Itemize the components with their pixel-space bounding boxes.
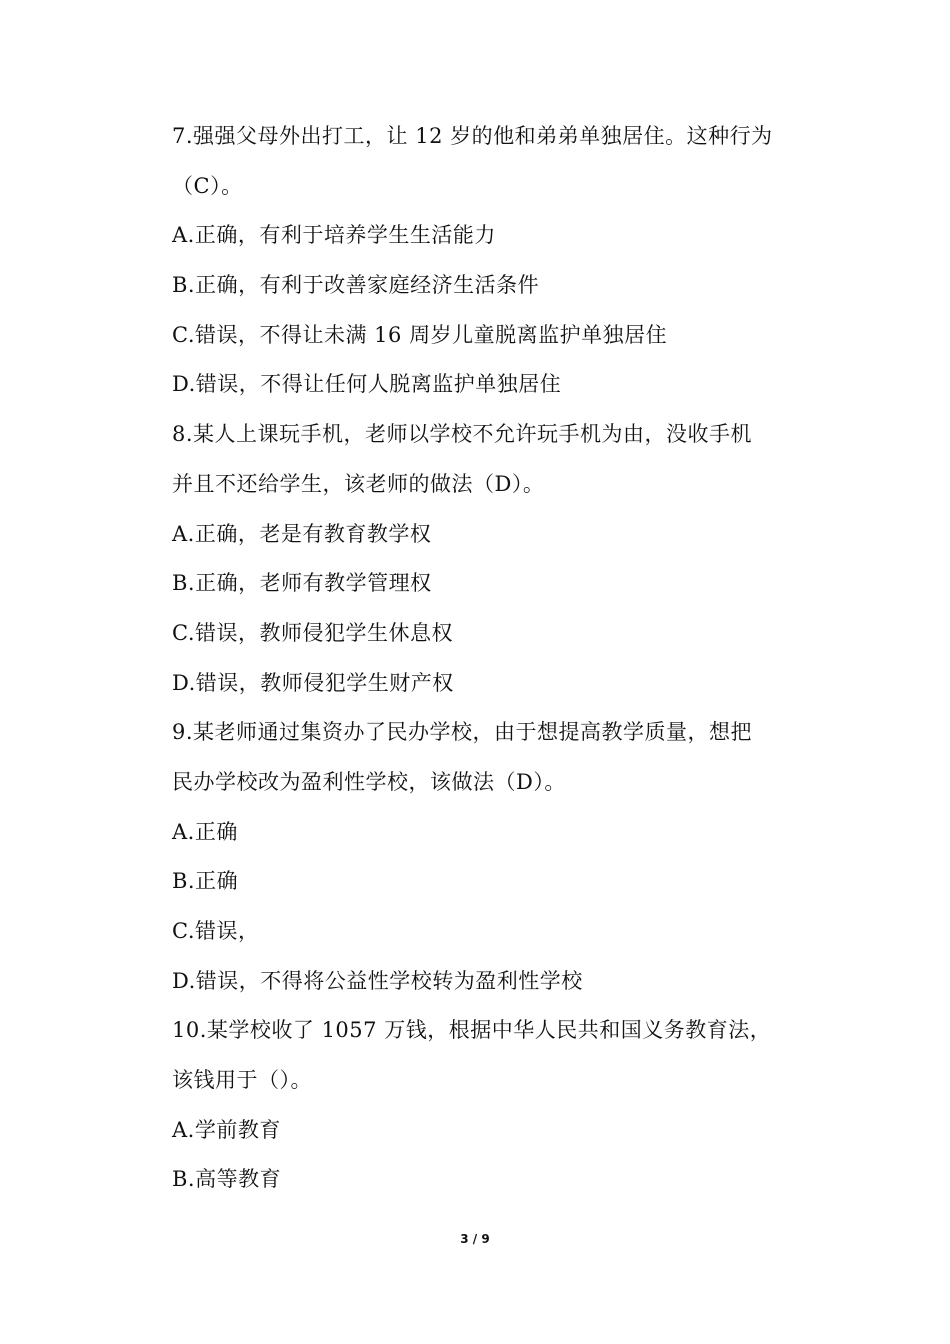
question-stem-line: 10.某学校收了 1057 万钱，根据中华人民共和国义务教育法， xyxy=(172,1018,772,1043)
option-a: A.正确，有利于培养学生生活能力 xyxy=(172,223,496,248)
question-stem-line: 民办学校改为盈利性学校，该做法（D）。 xyxy=(172,769,566,794)
option-c: C.错误， xyxy=(172,919,260,943)
question-7 xyxy=(172,112,822,410)
option-d: D.错误，不得让任何人脱离监护单独居住 xyxy=(172,372,562,397)
option-c: C.错误，教师侵犯学生休息权 xyxy=(172,620,453,645)
option-b: B.正确 xyxy=(172,869,239,894)
option-b: B.正确，有利于改善家庭经济生活条件 xyxy=(172,273,540,298)
question-stem-line: 并且不还给学生，该老师的做法（D）。 xyxy=(172,471,545,496)
option-a: A.学前教育 xyxy=(172,1117,281,1142)
option-b: B.高等教育 xyxy=(172,1167,282,1192)
question-stem-line: 8.某人上课玩手机，老师以学校不允许玩手机为由，没收手机 xyxy=(172,422,753,447)
page-number: 3 / 9 xyxy=(460,1232,490,1246)
option-a: A.正确，老是有教育教学权 xyxy=(172,521,432,546)
option-c: C.错误，不得让未满 16 周岁儿童脱离监护单独居住 xyxy=(172,322,668,347)
question-10 xyxy=(172,1006,822,1205)
question-8 xyxy=(172,410,822,708)
question-stem-line: 该钱用于（）。 xyxy=(172,1068,312,1093)
option-b: B.正确，老师有教学管理权 xyxy=(172,571,432,596)
option-d: D.错误，不得将公益性学校转为盈利性学校 xyxy=(172,968,583,993)
option-a: A.正确 xyxy=(172,819,238,844)
question-stem-line: 9.某老师通过集资办了民办学校，由于想提高教学质量，想把 xyxy=(172,720,753,745)
option-d: D.错误，教师侵犯学生财产权 xyxy=(172,670,454,695)
question-9 xyxy=(172,708,822,1006)
question-stem-line: 7.强强父母外出打工，让 12 岁的他和弟弟单独居住。这种行为 xyxy=(172,124,773,148)
document-body xyxy=(172,112,822,1205)
question-stem-line: （C）。 xyxy=(172,173,243,198)
